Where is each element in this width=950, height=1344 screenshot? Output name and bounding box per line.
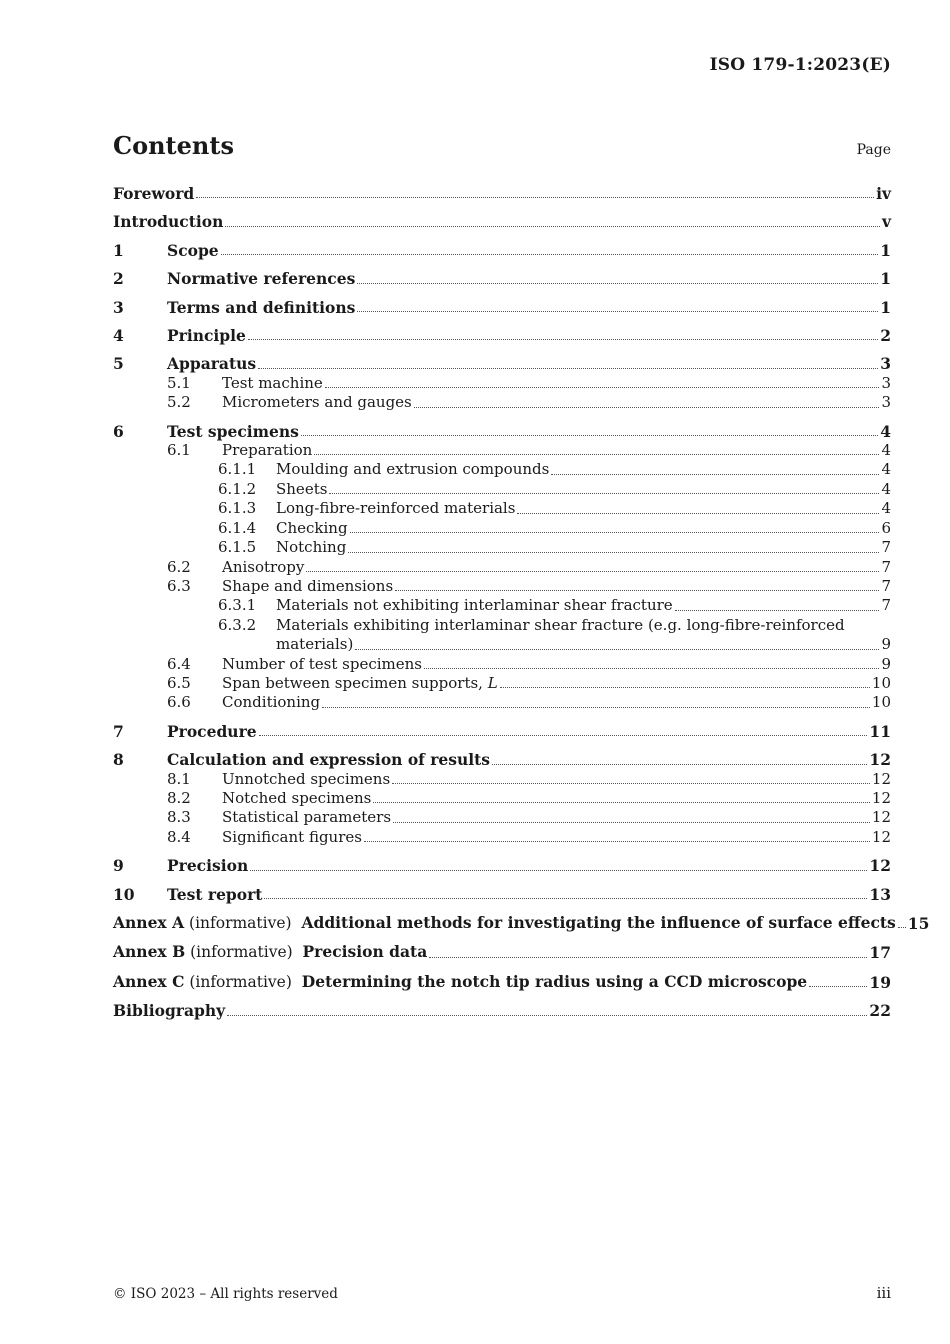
leader-dots [225,226,880,227]
toc-number: 1 [113,240,124,260]
leader-dots [357,283,878,284]
toc-title: Moulding and extrusion compounds [276,460,550,479]
toc-page: 2 [880,326,891,346]
toc-title [113,913,896,933]
toc-entry-6-1-5[interactable] [113,538,891,557]
leader-dots [492,764,867,765]
toc-entry-6-3-1[interactable] [113,596,891,615]
leader-dots [414,407,880,408]
toc-entry-bibliography[interactable] [113,1001,891,1020]
toc-page: 4 [880,421,891,441]
toc-title: Number of test specimens [222,654,423,673]
toc-number: 5.1 [167,373,191,392]
toc-entry-6-5[interactable] [113,674,891,693]
page-number: iii [876,1284,891,1302]
toc-entry-6-1-3[interactable] [113,499,891,518]
toc-title-continued: materials) [276,635,354,654]
toc-title: Bibliography [113,1001,226,1021]
toc-number: 3 [113,297,124,317]
table-of-contents [113,184,930,1021]
toc-entry-5-1[interactable] [113,374,891,393]
leader-dots [322,707,870,708]
toc-page: 3 [881,373,891,392]
page-column-label: Page [856,142,891,158]
toc-title [222,674,498,693]
toc-page: 9 [881,654,891,673]
toc-page: 22 [869,1001,891,1021]
toc-entry-annex-b[interactable] [113,942,891,962]
toc-number: 6.4 [167,654,191,673]
toc-entry-4[interactable] [113,326,891,345]
toc-entry-7[interactable] [113,722,891,741]
toc-page: 4 [881,499,891,518]
toc-page: 12 [871,769,891,788]
toc-page: 11 [869,721,891,741]
toc-entry-10[interactable] [113,885,891,904]
toc-title: Test machine [222,373,323,392]
toc-number: 6.1.5 [218,538,257,557]
toc-page: iv [876,184,891,203]
toc-page: 4 [881,441,891,460]
toc-number: 6.1.3 [218,499,257,518]
leader-dots [250,870,867,871]
toc-title: Test specimens [167,421,299,441]
toc-number: 4 [113,326,124,346]
toc-entry-2[interactable] [113,269,891,288]
toc-page: 3 [880,354,891,374]
toc-entry-6-1[interactable] [113,441,891,460]
toc-number: 6.1.4 [218,518,257,537]
toc-page: 3 [881,393,891,412]
toc-title: Calculation and expression of results [167,750,491,770]
toc-number: 8 [113,750,124,770]
toc-title: Micrometers and gauges [222,393,412,412]
leader-dots [357,311,878,312]
leader-dots [325,387,880,388]
toc-title: Foreword [113,184,195,203]
toc-number: 5.2 [167,393,191,412]
toc-entry-5-2[interactable] [113,393,891,412]
toc-title: Precision [167,856,249,876]
toc-page: 12 [871,788,891,807]
toc-number: 8.1 [167,769,191,788]
leader-dots [350,532,880,533]
toc-title: Checking [276,518,348,537]
leader-dots [517,513,879,514]
toc-number: 6.3 [167,576,191,595]
toc-entry-introduction[interactable] [113,212,891,231]
toc-entry-8[interactable] [113,750,891,769]
toc-page: 10 [871,693,891,712]
toc-page: 12 [869,750,891,770]
toc-number: 6.5 [167,673,191,692]
toc-page: 9 [881,635,891,654]
toc-number: 6 [113,421,124,441]
document-id: ISO 179-1:2023(E) [709,55,891,75]
toc-title-text: Span between specimen supports, [222,673,488,692]
toc-title: Statistical parameters [222,808,392,827]
leader-dots [248,339,878,340]
leader-dots [259,735,868,736]
toc-entry-6-3-2[interactable] [113,616,891,655]
toc-title: Introduction [113,212,224,232]
leader-dots [424,668,879,669]
leader-dots [314,454,879,455]
leader-dots [227,1015,867,1016]
toc-title: Terms and definitions [167,297,356,317]
toc-entry-6-2[interactable] [113,558,891,577]
toc-title: Materials exhibiting interlaminar shear fracture (e.g. long-fibre-reinforced [276,615,845,634]
leader-dots [364,841,870,842]
toc-entry-8-2[interactable] [113,789,891,808]
copyright-notice: © ISO 2023 – All rights reserved [113,1286,338,1302]
leader-dots [675,610,880,611]
leader-dots [500,687,870,688]
toc-page: v [881,212,891,232]
toc-entry-6-4[interactable] [113,655,891,674]
leader-dots [429,957,867,958]
toc-entry-5[interactable] [113,354,891,373]
toc-page: 4 [881,479,891,498]
toc-title: Scope [167,240,219,260]
toc-page: 6 [881,518,891,537]
toc-number: 6.1.2 [218,479,257,498]
toc-entry-8-1[interactable] [113,770,891,789]
toc-number: 2 [113,269,124,289]
toc-page: 12 [871,808,891,827]
toc-title: Significant figures [222,827,362,846]
toc-title: Anisotropy [222,557,305,576]
leader-dots [355,649,879,650]
annex-kind: (informative) [185,943,303,962]
toc-number: 6.3.2 [218,615,257,634]
leader-dots [329,493,879,494]
toc-title [113,972,807,992]
span-variable: L [487,673,498,692]
toc-number: 6.2 [167,557,191,576]
toc-number: 10 [113,884,135,904]
leader-dots [551,474,879,475]
leader-dots [196,197,874,198]
toc-title: Normative references [167,269,356,289]
annex-kind: (informative) [184,914,302,932]
toc-entry-foreword[interactable] [113,184,891,203]
toc-entry-6-1-2[interactable] [113,480,891,499]
leader-dots [898,927,906,928]
annex-kind: (informative) [184,972,302,991]
leader-dots [221,254,879,255]
toc-title: Principle [167,326,246,346]
toc-number: 8.3 [167,808,191,827]
toc-page: 7 [881,538,891,557]
leader-dots [264,898,867,899]
annex-title: Additional methods for investigating the influence of surface effects [301,913,896,932]
toc-page: 17 [869,943,891,963]
toc-number: 8.2 [167,788,191,807]
leader-dots [258,368,878,369]
toc-page: 7 [881,576,891,595]
toc-page: 4 [881,460,891,479]
toc-entry-annex-a[interactable] [113,913,930,933]
annex-label: Annex C [113,971,185,991]
leader-dots [301,435,878,436]
annex-label: Annex B [113,942,186,962]
toc-title: Conditioning [222,693,321,712]
toc-title: Unnotched specimens [222,769,391,788]
leader-dots [809,986,867,987]
toc-entry-6-3[interactable] [113,577,891,596]
toc-title: Procedure [167,721,257,741]
toc-entry-6[interactable] [113,422,891,441]
toc-page: 12 [871,827,891,846]
leader-dots [392,783,870,784]
toc-entry-8-4[interactable] [113,828,891,847]
annex-title: Determining the notch tip radius using a CCD microscope [301,971,808,991]
toc-entry-6-6[interactable] [113,693,891,712]
toc-page: 12 [869,856,891,876]
toc-number: 7 [113,721,124,741]
toc-entry-annex-c[interactable] [113,972,891,992]
leader-dots [348,552,879,553]
annex-label: Annex A [113,913,185,932]
toc-entry-3[interactable] [113,298,891,317]
toc-entry-6-1-1[interactable] [113,460,891,479]
toc-page: 19 [869,972,891,992]
toc-entry-8-3[interactable] [113,808,891,827]
toc-title: Long-fibre-reinforced materials [276,499,516,518]
toc-page: 13 [869,884,891,904]
toc-page: 7 [881,596,891,615]
toc-page: 1 [880,297,891,317]
leader-dots [373,802,870,803]
leader-dots [306,571,879,572]
toc-title: Shape and dimensions [222,576,394,595]
toc-title: Notching [276,538,347,557]
toc-title: Notched specimens [222,788,372,807]
toc-title: Test report [167,884,263,904]
toc-title: Apparatus [167,354,257,374]
toc-entry-6-1-4[interactable] [113,519,891,538]
contents-heading: Contents [113,131,234,160]
toc-number: 8.4 [167,827,191,846]
toc-page: 1 [880,240,891,260]
toc-page: 10 [871,673,891,692]
toc-title: Sheets [276,479,328,498]
toc-page: 7 [881,557,891,576]
toc-number: 6.3.1 [218,596,257,615]
toc-number: 9 [113,856,124,876]
toc-number: 6.1.1 [218,460,257,479]
toc-entry-1[interactable] [113,241,891,260]
leader-dots [395,590,879,591]
annex-title: Precision data [302,942,428,962]
toc-number: 5 [113,354,124,374]
toc-number: 6.6 [167,693,191,712]
toc-title [113,942,427,962]
leader-dots [393,822,870,823]
toc-page: 1 [880,269,891,289]
toc-page: 15 [907,914,930,933]
toc-title: Materials not exhibiting interlaminar shear fracture [276,596,673,615]
toc-entry-9[interactable] [113,856,891,875]
toc-title: Preparation [222,441,313,460]
toc-number: 6.1 [167,441,191,460]
